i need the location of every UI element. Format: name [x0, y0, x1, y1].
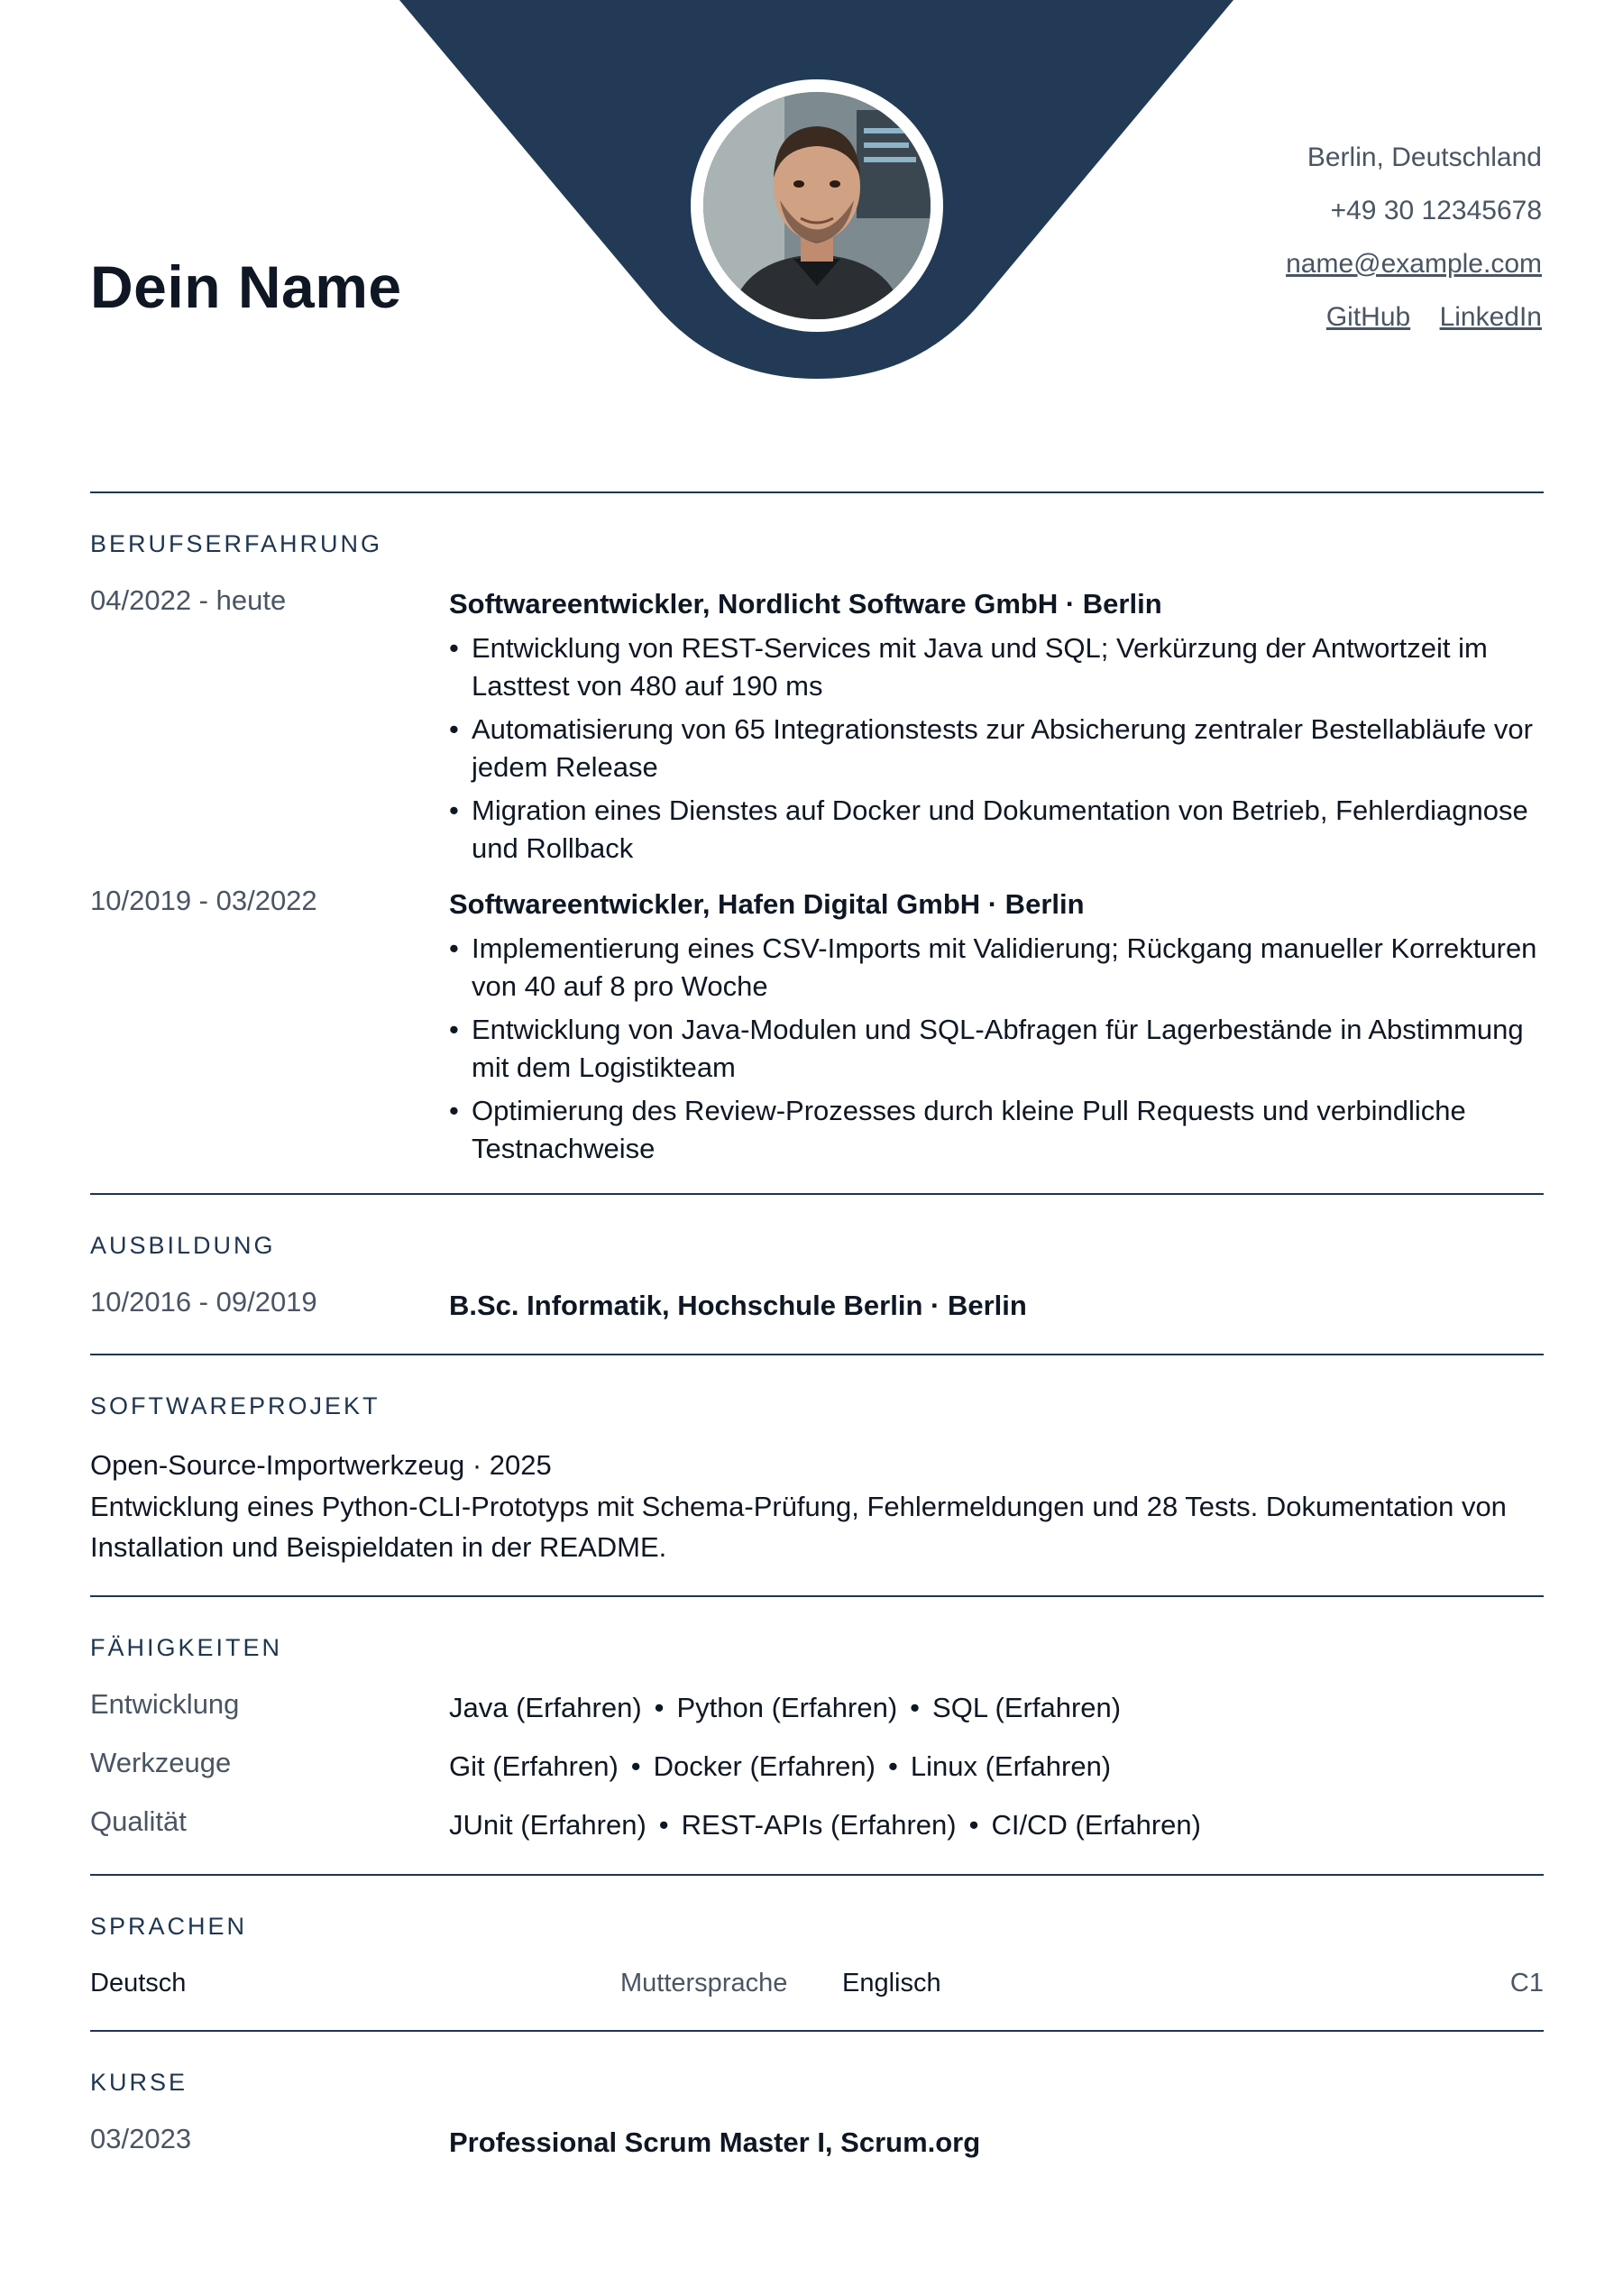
- skill-category: Entwicklung: [90, 1688, 240, 1720]
- bullet-separator: •: [658, 1809, 669, 1841]
- section-title-education: AUSBILDUNG: [90, 1232, 276, 1259]
- section-divider: [90, 1354, 1544, 1355]
- course-name: Professional Scrum Master I, Scrum.org: [449, 2126, 981, 2158]
- language-name: Deutsch: [90, 1969, 187, 1998]
- skill-item: Docker (Erfahren): [653, 1750, 876, 1782]
- language-level: C1: [1509, 1969, 1544, 1998]
- person-name: Dein Name: [90, 253, 402, 320]
- bullet-separator: •: [630, 1750, 641, 1782]
- section-divider: [90, 1874, 1544, 1876]
- list-item: • Entwicklung von Java-Modulen und SQL-Abfragen für Lagerbestände in Abstimmung mit dem Logistikteam: [449, 1011, 1544, 1087]
- job-role: Softwareentwickler, Hafen Digital GmbH · Berlin: [449, 888, 1085, 920]
- skill-category: Werkzeuge: [90, 1747, 232, 1778]
- bullet-separator: •: [968, 1809, 979, 1841]
- skill-item: Java (Erfahren): [449, 1692, 642, 1723]
- skill-list: [449, 1809, 1201, 1841]
- section-divider: [90, 1193, 1544, 1195]
- bullet-separator: •: [654, 1692, 665, 1723]
- skill-item: Linux (Erfahren): [910, 1750, 1112, 1782]
- skill-list: [449, 1692, 1121, 1724]
- bullet-separator: •: [888, 1750, 898, 1782]
- skill-item: Python (Erfahren): [676, 1692, 898, 1723]
- job-bullets: [449, 930, 1544, 1173]
- skill-item: JUnit (Erfahren): [449, 1809, 646, 1841]
- list-item: • Migration eines Dienstes auf Docker und Dokumentation von Betrieb, Fehlerdiagnose und Rollback: [449, 792, 1544, 868]
- contact-block: [1286, 131, 1542, 344]
- section-divider: [90, 1595, 1544, 1597]
- section-title-courses: KURSE: [90, 2069, 188, 2096]
- skill-item: Git (Erfahren): [449, 1750, 619, 1782]
- job-role: Softwareentwickler, Nordlicht Software GmbH · Berlin: [449, 588, 1162, 620]
- list-item: • Implementierung eines CSV-Imports mit Validierung; Rückgang manueller Korrekturen von 40 auf 8 pro Woche: [449, 930, 1544, 1006]
- section-title-project: SOFTWAREPROJEKT: [90, 1392, 381, 1419]
- education-date: 10/2016 - 09/2019: [90, 1286, 317, 1318]
- portrait-illustration: [703, 92, 931, 319]
- course-date: 03/2023: [90, 2123, 192, 2154]
- linkedin-link[interactable]: LinkedIn: [1439, 302, 1542, 332]
- project-name: Open-Source-Importwerkzeug · 2025: [90, 1449, 552, 1481]
- list-item: • Optimierung des Review-Prozesses durch kleine Pull Requests und verbindliche Testnachweise: [449, 1092, 1544, 1168]
- skill-list: [449, 1750, 1111, 1783]
- section-divider: [90, 491, 1544, 493]
- section-divider: [90, 2030, 1544, 2032]
- section-title-languages: SPRACHEN: [90, 1913, 248, 1940]
- section-title-experience: BERUFSERFAHRUNG: [90, 530, 383, 557]
- profile-photo: [691, 79, 943, 332]
- phone-text: +49 30 12345678: [1330, 196, 1542, 225]
- skill-item: CI/CD (Erfahren): [991, 1809, 1201, 1841]
- job-date: 10/2019 - 03/2022: [90, 885, 317, 916]
- language-name: Englisch: [842, 1969, 941, 1998]
- location-text: Berlin, Deutschland: [1307, 142, 1542, 172]
- skill-category: Qualität: [90, 1805, 187, 1837]
- section-title-skills: FÄHIGKEITEN: [90, 1634, 283, 1661]
- language-level: Muttersprache: [620, 1969, 788, 1998]
- list-item: • Entwicklung von REST-Services mit Java und SQL; Verkürzung der Antwortzeit im Lasttest von 480 auf 190 ms: [449, 629, 1544, 705]
- job-bullets: [449, 629, 1544, 873]
- skill-item: SQL (Erfahren): [932, 1692, 1122, 1723]
- email-link[interactable]: name@example.com: [1286, 249, 1542, 279]
- job-date: 04/2022 - heute: [90, 584, 287, 616]
- bullet-separator: •: [910, 1692, 921, 1723]
- list-item: • Automatisierung von 65 Integrationstests zur Absicherung zentraler Bestellabläufe vor jedem Release: [449, 711, 1544, 786]
- portrait-image: [703, 92, 931, 319]
- github-link[interactable]: GitHub: [1325, 302, 1411, 332]
- skill-item: REST-APIs (Erfahren): [681, 1809, 957, 1841]
- education-degree: B.Sc. Informatik, Hochschule Berlin · Berlin: [449, 1290, 1027, 1321]
- project-description: Entwicklung eines Python-CLI-Prototyps mit Schema-Prüfung, Fehlermeldungen und 28 Tests. Dokumentation von Installation und Beispieldaten in der README.: [90, 1491, 1507, 1563]
